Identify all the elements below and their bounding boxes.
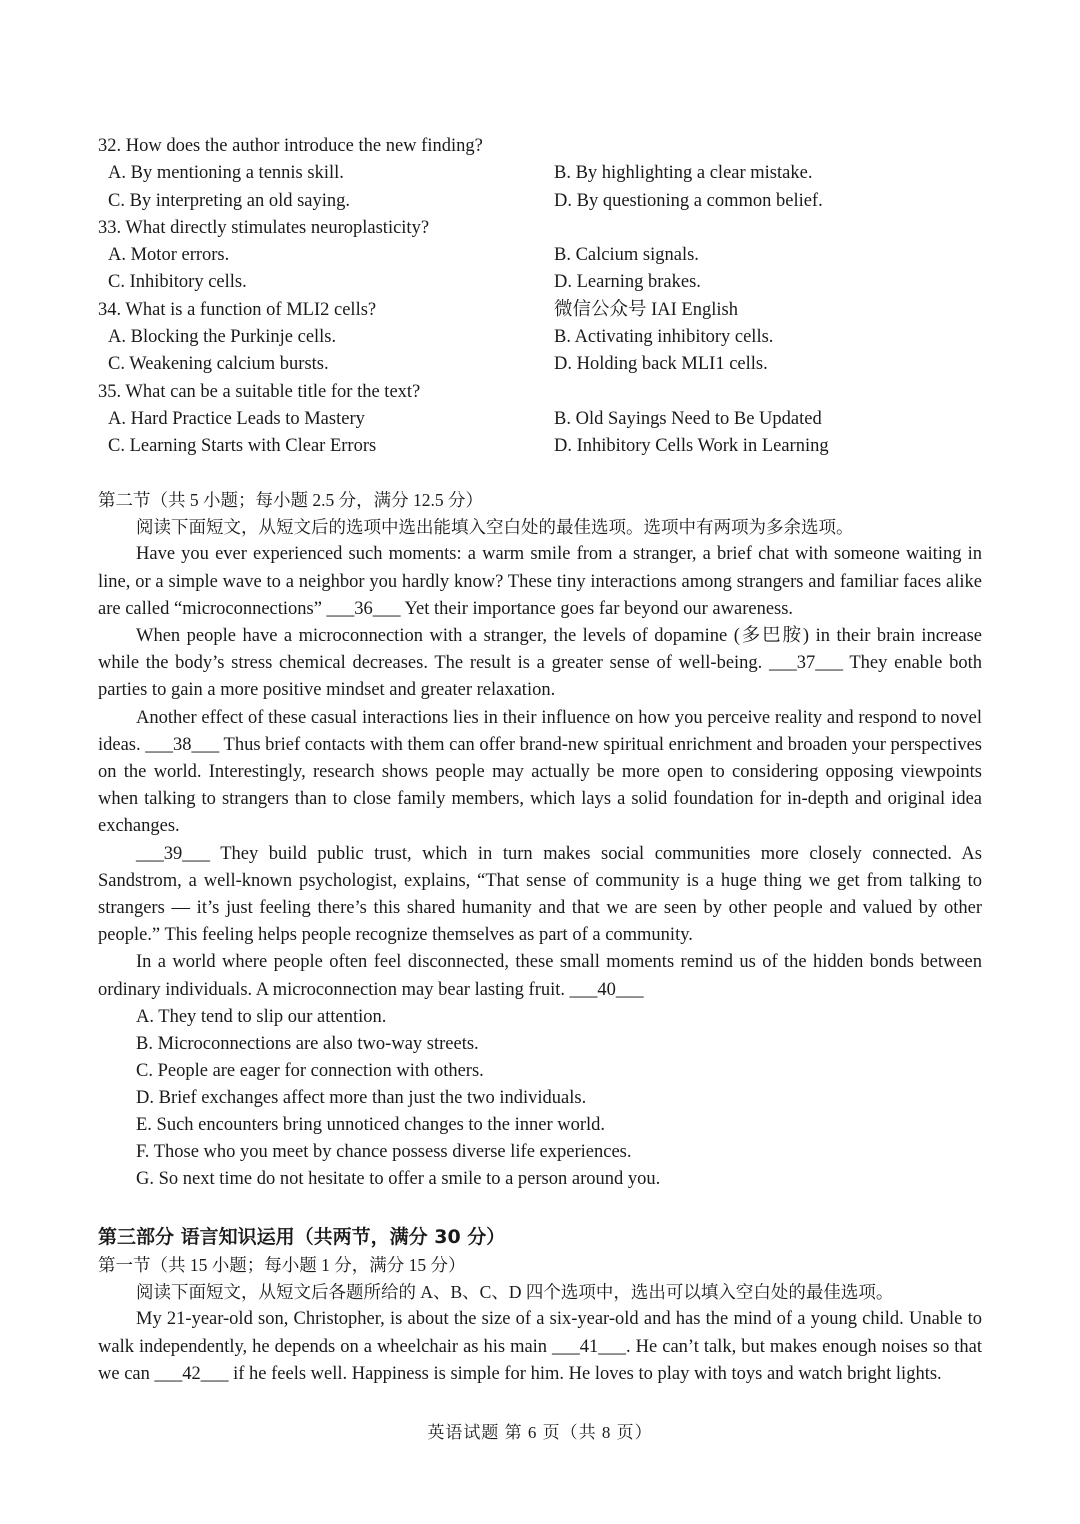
option: C. Inhibitory cells. [108,272,247,293]
question-33-options-row1 [98,242,988,269]
question-32-stem: 32. How does the author introduce the new finding? [98,136,483,156]
question-35-options-row2 [98,433,988,460]
option: D. By questioning a common belief. [554,190,823,211]
option: B. By highlighting a clear mistake. [554,163,813,184]
question-34-options-row2 [98,351,988,378]
option: C. Weakening calcium bursts. [108,354,329,375]
section-3-instruction: 阅读下面短文，从短文后各题所给的 A、B、C、D 四个选项中，选出可以填入空白处的最佳选项。 [136,1282,894,1303]
section-3 [98,1222,982,1388]
section-3-heading: 第一节（共 15 小题；每小题 1 分，满分 15 分） [98,1255,466,1275]
passage-paragraph: In a world where people often feel disconnected, these small moments remind us of the hidden bonds between ordinary individuals. A microconnection may bear lasting fruit. ___40___ [98,952,982,1000]
section-2-options [136,1004,982,1193]
section-2-heading: 第二节（共 5 小题；每小题 2.5 分，满分 12.5 分） [98,490,483,510]
part-3-title: 第三部分 语言知识运用（共两节，满分 30 分） [98,1226,506,1248]
page-footer: 英语试题 第 6 页（共 8 页） [427,1423,653,1442]
option: D. Learning brakes. [554,272,701,293]
option: C. People are eager for connection with others. [136,1060,484,1081]
watermark-text: 微信公众号 IAI English [554,299,738,320]
section-2-instruction: 阅读下面短文，从短文后的选项中选出能填入空白处的最佳选项。选项中有两项为多余选项。 [136,517,854,538]
option: E. Such encounters bring unnoticed changes to the inner world. [136,1114,606,1135]
passage-paragraph: Have you ever experienced such moments: a warm smile from a stranger, a brief chat with someone waiting in line, or a simple wave to a neighbor you hardly know? These tiny interactions among strangers and familiar faces alike are called “microconnections” ___36___ Yet their importance goes far beyond our awareness. [98,544,982,619]
passage-paragraph: When people have a microconnection with a stranger, the levels of dopamine (多巴胺) in their brain increase while the body’s stress chemical decreases. The result is a greater sense of well-being. ___37___ They enable both parties to gain a more positive mindset and greater relaxation. [98,626,982,701]
option: D. Inhibitory Cells Work in Learning [554,436,829,457]
option: B. Old Sayings Need to Be Updated [554,408,822,429]
question-34-options-row1 [98,324,988,351]
question-33-options-row2 [98,269,988,296]
question-34-stem-row [98,297,988,324]
question-33-stem: 33. What directly stimulates neuroplasticity? [98,217,430,238]
question-34-stem: 34. What is a function of MLI2 cells? [98,299,377,320]
option: A. Hard Practice Leads to Mastery [108,408,365,429]
passage-paragraph: ___39___ They build public trust, which in turn makes social communities more closely connected. As Sandstrom, a well-known psychologist, explains, “That sense of community is a huge thing we get from talking to strangers — it’s just feeling there’s this shared humanity and that we are seen by other people and valued by other people.” This feeling helps people recognize themselves as part of a community. [98,843,982,946]
option: D. Brief exchanges affect more than just the two individuals. [136,1087,587,1108]
option: F. Those who you meet by chance possess diverse life experiences. [136,1141,632,1162]
question-32-options-row1 [98,160,988,187]
section-2 [98,487,982,1193]
question-block [98,133,988,461]
option: D. Holding back MLI1 cells. [554,354,768,375]
option: A. By mentioning a tennis skill. [108,163,344,184]
option: A. Motor errors. [108,245,230,266]
question-35-stem: 35. What can be a suitable title for the text? [98,381,421,402]
option: A. They tend to slip our attention. [136,1006,387,1027]
option: C. Learning Starts with Clear Errors [108,436,377,457]
option: G. So next time do not hesitate to offer a smile to a person around you. [136,1168,661,1189]
passage-paragraph: My 21-year-old son, Christopher, is about the size of a six-year-old and has the mind of a young child. Unable to walk independently, he depends on a wheelchair as his main ___41___. He can’t talk, but makes enough noises so that we can ___42___ if he feels well. Happiness is simple for him. He loves to play with toys and watch bright lights. [98,1309,982,1384]
question-32-options-row2 [98,188,988,215]
option: B. Calcium signals. [554,245,699,266]
question-35-options-row1 [98,406,988,433]
option: A. Blocking the Purkinje cells. [108,327,337,348]
passage-paragraph: Another effect of these casual interactions lies in their influence on how you perceive reality and respond to novel ideas. ___38___ Thus brief contacts with them can offer brand-new spiritual enrichment and broaden your perspectives on the world. Interestingly, research shows people may actually be more open to considering opposing viewpoints when talking to strangers than to close family members, which lays a solid foundation for in-depth and original idea exchanges. [98,707,982,837]
option: B. Microconnections are also two-way streets. [136,1033,479,1054]
option: B. Activating inhibitory cells. [554,327,774,348]
option: C. By interpreting an old saying. [108,190,351,211]
